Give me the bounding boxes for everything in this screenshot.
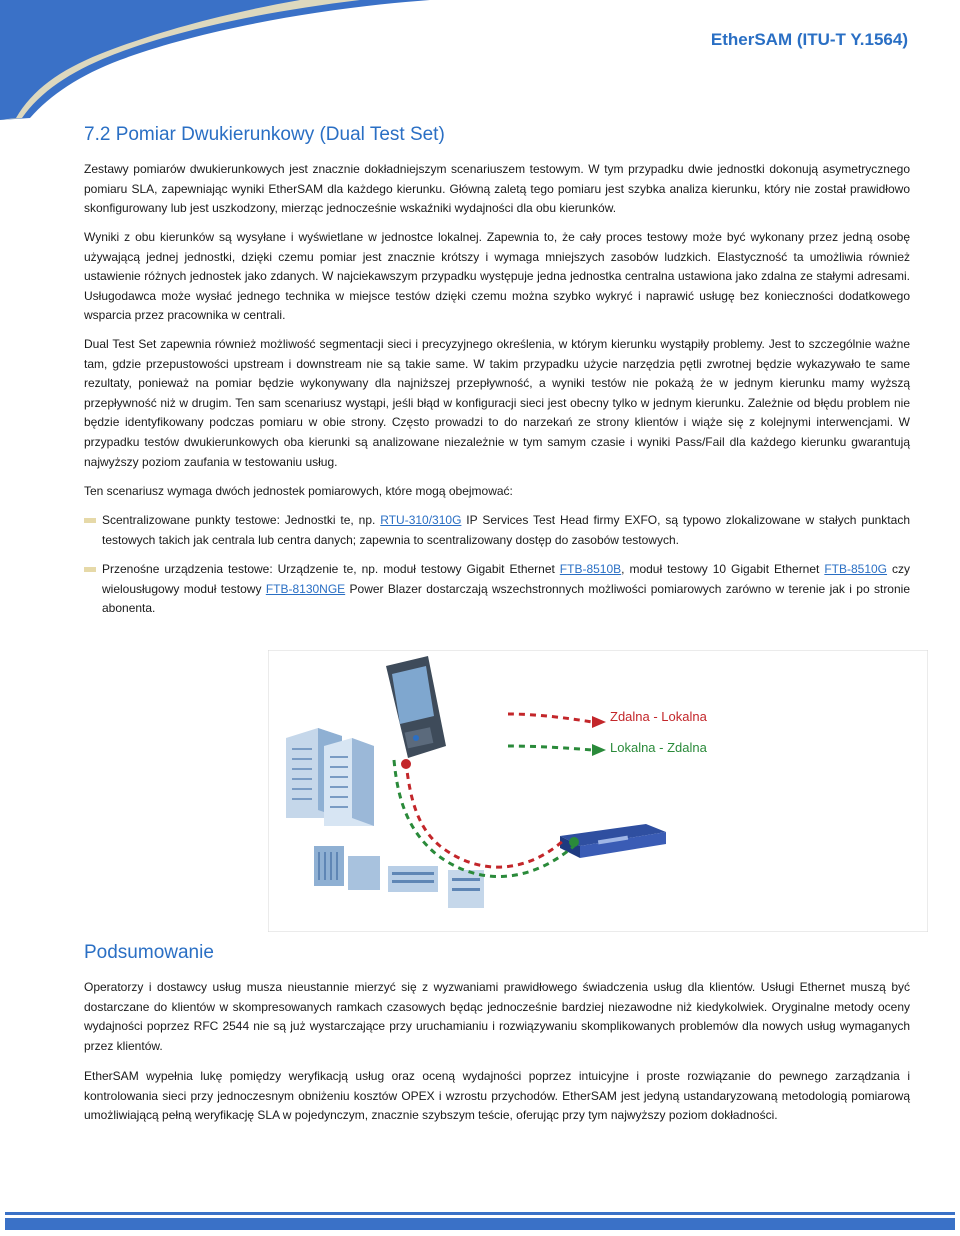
list-item bbox=[84, 560, 910, 619]
bullet2-text-post: Power Blazer dostarczają wszechstronnych możliwości pomiarowych zarówno w terenie jak i po stronie abonenta. bbox=[102, 581, 910, 616]
paragraph-summary-2: EtherSAM wypełnia lukę pomiędzy weryfikacją usług oraz oceną wydajności poprzez intuicyjne i proste rozwiązanie do pewnego zarządzania i kontrolowania sieci przy jednoczesnym obniżeniu kosztów OPEX i wzrostu przychodów. EtherSAM jest jedyną ustandaryzowaną metodologią pomiarową umożliwiającą pełną weryfikację SLA w pojedynczym, znacznie szybszym teście, oferując przy tym najwyższy poziom dokładności. bbox=[84, 1069, 910, 1123]
bullet2-text-mid1: , moduł testowy 10 Gigabit Ethernet bbox=[621, 562, 825, 576]
bullet-marker bbox=[84, 518, 96, 523]
bullet2-text-mid2: czy wielousługowy moduł testowy bbox=[102, 562, 910, 596]
ftb-8510b-link[interactable]: FTB-8510B bbox=[559, 562, 622, 576]
legend-local-remote: Lokalna - Zdalna bbox=[610, 740, 707, 755]
paragraph-results: Wyniki z obu kierunków są wysyłane i wyświetlane w jednostce lokalnej. Zapewnia to, że cały proces testowy może być wykonany przez jedną osobę używającą jednej jednostki, dzięki czemu pomiar jest znacznie krótszy i wymaga mniejszych zasobów ludzkich. Elastyczność ta umożliwia również ustawienie różnych jednostek jako zdanych. W najciekawszym przypadku występuje jedna jednostka centralna ustawiona jako zdalna ze stałymi adresami. Usługodawca może wysłać jednego technika w miejsce testów dzięki czemu można szybko wykryć i naprawić usługę bez konieczności dodatkowego wsparcia przez pracownika w centrali. bbox=[84, 230, 910, 323]
paragraph-scenario: Ten scenariusz wymaga dwóch jednostek pomiarowych, które mogą obejmować: bbox=[84, 484, 513, 498]
rtu-310-link[interactable]: RTU-310/310G bbox=[380, 513, 462, 527]
ftb-8510g-link[interactable]: FTB-8510G bbox=[824, 562, 888, 576]
footer-bar bbox=[5, 1218, 955, 1230]
document-header-title: EtherSAM (ITU-T Y.1564) bbox=[710, 30, 908, 49]
ftb-8130nge-link[interactable]: FTB-8130NGE bbox=[265, 581, 346, 596]
summary-heading: Podsumowanie bbox=[84, 942, 214, 963]
bullet1-text-pre: Scentralizowane punkty testowe: Jednostki te, np. bbox=[102, 513, 381, 527]
paragraph-intro: Zestawy pomiarów dwukierunkowych jest znacznie dokładniejszym scenariuszem testowym. W tym przypadku dwie jednostki dokonują asymetrycznego pomiaru SLA, zapewniając wyniki EtherSAM dla każdego kierunku. Główną zaletą tego pomiaru jest szybka analiza kierunku, który nie został prawidłowo skonfigurowany lub jest uszkodzony, mierząc jednocześnie wskaźniki wydajności dla obu kierunków. bbox=[84, 162, 910, 216]
bullet1-text-post: IP Services Test Head firmy EXFO, są typowo zlokalizowane w stałych punktach testowych takich jak centrala lub centra danych; zapewnia to scentralizowany dostęp do zasobów testowych. bbox=[102, 513, 910, 547]
corner-swoosh-decoration bbox=[0, 0, 440, 120]
paragraph-dual-test: Dual Test Set zapewnia również możliwość segmentacji sieci i precyzyjnego określenia, w którym kierunku wystąpiły problemy. Jest to szczególnie ważne tam, gdzie przepustowości upstream i downstream nie są takie same. W takim przypadku użycie narzędzia pętli zwrotnej będzie wykazywało te same rezultaty, ponieważ na pomiar będzie wykonywany dla najniższej przepływność, a wyniki testów nie pokażą że w jednym kierunku mamy wyższą przepływność niż w drugim. Ten sam scenariusz wystąpi, jeśli błąd w konfiguracji sieci jest obecny tylko w jednym kierunku. Zależnie od błędu problem nie będzie identyfikowany podczas pomiaru w obie strony. Często prowadzi to do narzekań ze strony klientów i wiąże się z kolejnymi interwencjami. W przypadku testów dwukierunkowych oba kierunki są analizowane niezależnie w tym samym czasie i wyniki Pass/Fail dla każdego kierunku gwarantują najwyższy poziom zaufania w testowaniu usług. bbox=[84, 337, 910, 469]
dual-test-set-diagram bbox=[268, 650, 928, 932]
list-item bbox=[84, 511, 910, 550]
section-heading: 7.2 Pomiar Dwukierunkowy (Dual Test Set) bbox=[84, 124, 445, 145]
buildings-icon bbox=[286, 728, 374, 826]
paragraph-summary-1: Operatorzy i dostawcy usług musza nieustannie mierzyć się z wyzwaniami prawidłowego świadczenia usług dla klientów. Usługi Ethernet muszą być dostarczane do klientów w skompresowanych ramkach czasowych będąc jednocześnie bardziej niezawodne niż kiedykolwiek. Oryginalne metody oceny wydajności poprzez RFC 2544 nie są już wystarczające przy uruchamianiu i rozwiązywaniu skomplikowanych problemów dla nowych usług wymaganych przez klientów. bbox=[84, 980, 910, 1053]
bullet-marker bbox=[84, 567, 96, 572]
bullet2-text-pre: Przenośne urządzenia testowe: Urządzenie te, np. moduł testowy Gigabit Ethernet bbox=[102, 562, 560, 576]
legend-remote-local: Zdalna - Lokalna bbox=[610, 709, 707, 724]
